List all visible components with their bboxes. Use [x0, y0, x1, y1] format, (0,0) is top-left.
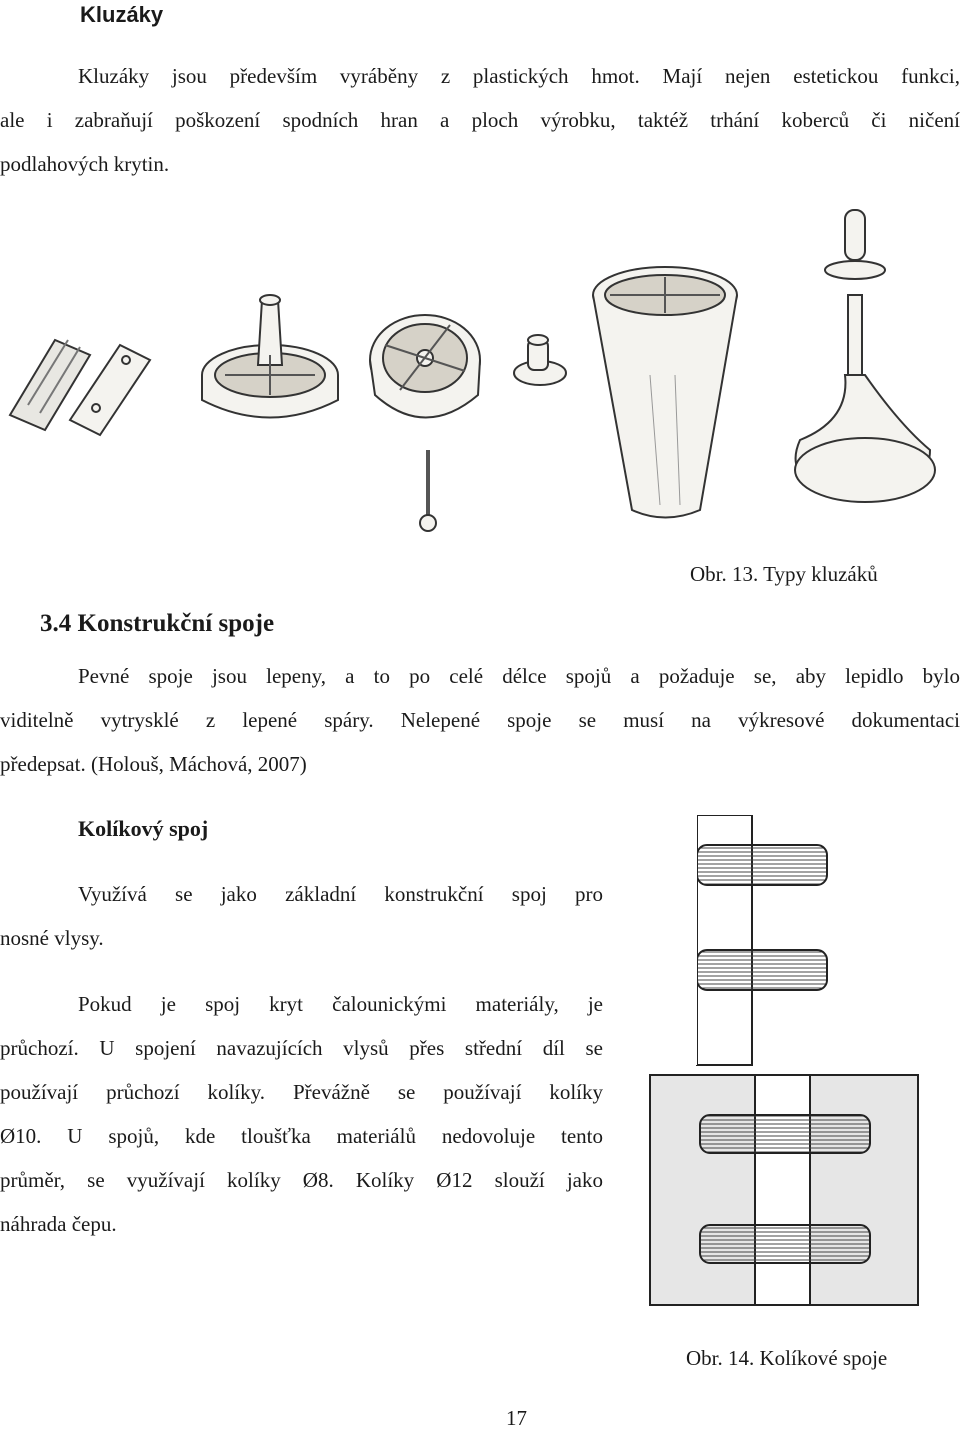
paragraph-line: používají průchozí kolíky. Převážně se používají kolíky — [0, 1080, 603, 1104]
section-title-konstrukcni-spoje: 3.4 Konstrukční spoje — [40, 610, 275, 637]
dowel-joint-upper-icon — [640, 815, 827, 1065]
kluzaky-paragraph — [0, 54, 960, 186]
paragraph-line: předepsat. (Holouš, Máchová, 2007) — [0, 752, 307, 776]
glider-oval-icon — [370, 315, 480, 418]
konstrukcni-spoje-paragraph — [0, 654, 960, 786]
figure-13-gliders-illustration — [0, 195, 960, 545]
paragraph-line: průchozí. U spojení navazujících vlysů přes střední díl se — [0, 1036, 603, 1060]
kolik-paragraph-2 — [0, 982, 603, 1246]
subsection-title-kolikovy-spoj: Kolíkový spoj — [78, 816, 209, 841]
paragraph-line: Ø10. U spojů, kde tloušťka materiálů nedovoluje tento — [0, 1124, 603, 1148]
dowel-joint-lower-icon — [650, 1075, 918, 1305]
paragraph-line: nosné vlysy. — [0, 926, 104, 950]
paragraph-line: podlahových krytin. — [0, 152, 170, 176]
glider-leveler-icon — [795, 210, 935, 502]
paragraph-line: Využívá se jako základní konstrukční spoj pro — [78, 882, 603, 906]
section-title-kluzaky: Kluzáky — [80, 2, 164, 27]
furniture-leg-tapered-icon — [593, 267, 737, 518]
paragraph-line: ale i zabraňují poškození spodních hran a ploch výrobku, taktéž trhání koberců či ničení — [0, 108, 960, 132]
page-number: 17 — [506, 1406, 527, 1430]
paragraph-line: Pevné spoje jsou lepeny, a to po celé délce spojů a požaduje se, aby lepidlo bylo — [78, 664, 960, 688]
screw-icon — [420, 450, 436, 531]
paragraph-line: Kluzáky jsou především vyráběny z plastických hmot. Mají nejen estetickou funkci, — [78, 64, 960, 88]
kolik-paragraph-1 — [0, 872, 603, 960]
paragraph-line: Pokud je spoj kryt čalounickými materiály, je — [78, 992, 603, 1016]
glider-round-stem-icon — [202, 295, 338, 418]
figure-14-caption: Obr. 14. Kolíkové spoje — [686, 1346, 888, 1370]
figure-13-caption: Obr. 13. Typy kluzáků — [690, 562, 878, 586]
paragraph-line: průměr, se využívají kolíky Ø8. Kolíky Ø12 slouží jako — [0, 1168, 603, 1192]
paragraph-line: viditelně vytrysklé z lepené spáry. Nelepené spoje se musí na výkresové dokumentaci — [0, 708, 960, 732]
paragraph-line: náhrada čepu. — [0, 1212, 117, 1236]
figure-14-dowel-joints-illustration — [640, 815, 920, 1340]
glider-small-pin-icon — [514, 335, 566, 385]
